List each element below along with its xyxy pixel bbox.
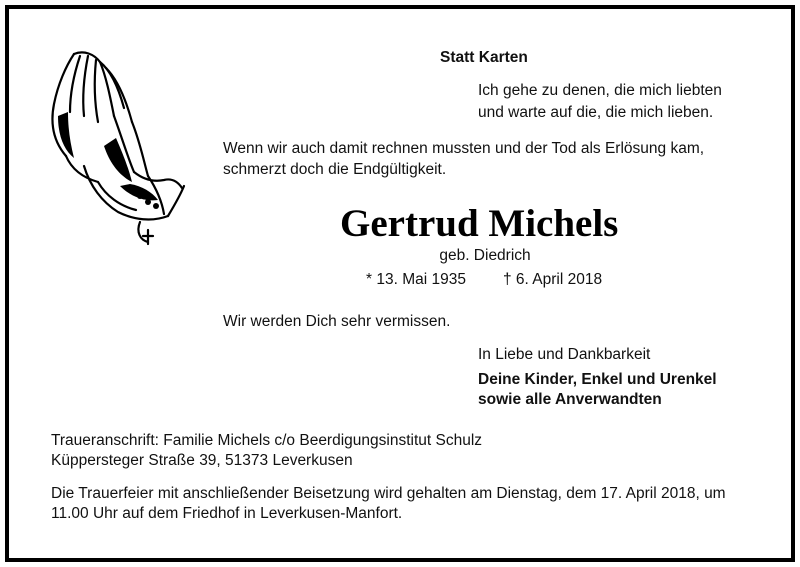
birth-date: * 13. Mai 1935 bbox=[366, 271, 466, 288]
address-line-2: Küppersteger Straße 39, 51373 Leverkusen bbox=[51, 452, 353, 469]
signature-line-1: Deine Kinder, Enkel und Urenkel bbox=[478, 371, 717, 388]
quote-line-2: und warte auf die, die mich lieben. bbox=[478, 104, 714, 121]
statt-karten-heading: Statt Karten bbox=[440, 49, 528, 66]
signature-line-2: sowie alle Anverwandten bbox=[478, 391, 662, 408]
intro-line-2: schmerzt doch die Endgültigkeit. bbox=[223, 161, 447, 178]
intro-line-1: Wenn wir auch damit rechnen mussten und der Tod als Erlösung kam, bbox=[223, 140, 705, 157]
ceremony-line-2: 11.00 Uhr auf dem Friedhof in Leverkusen-Manfort. bbox=[51, 505, 403, 522]
deceased-name: Gertrud Michels bbox=[340, 202, 619, 245]
quote-line-1: Ich gehe zu denen, die mich liebten bbox=[478, 82, 722, 99]
signature-intro: In Liebe und Dankbarkeit bbox=[478, 346, 651, 363]
death-date: † 6. April 2018 bbox=[503, 271, 603, 288]
maiden-name: geb. Diedrich bbox=[439, 247, 531, 264]
ceremony-line-1: Die Trauerfeier mit anschließender Beisetzung wird gehalten am Dienstag, dem 17. April 2018, um bbox=[51, 485, 726, 502]
praying-hands-icon bbox=[44, 46, 194, 246]
address-line-1: Traueranschrift: Familie Michels c/o Beerdigungsinstitut Schulz bbox=[51, 432, 483, 449]
farewell-text: Wir werden Dich sehr vermissen. bbox=[223, 313, 451, 330]
